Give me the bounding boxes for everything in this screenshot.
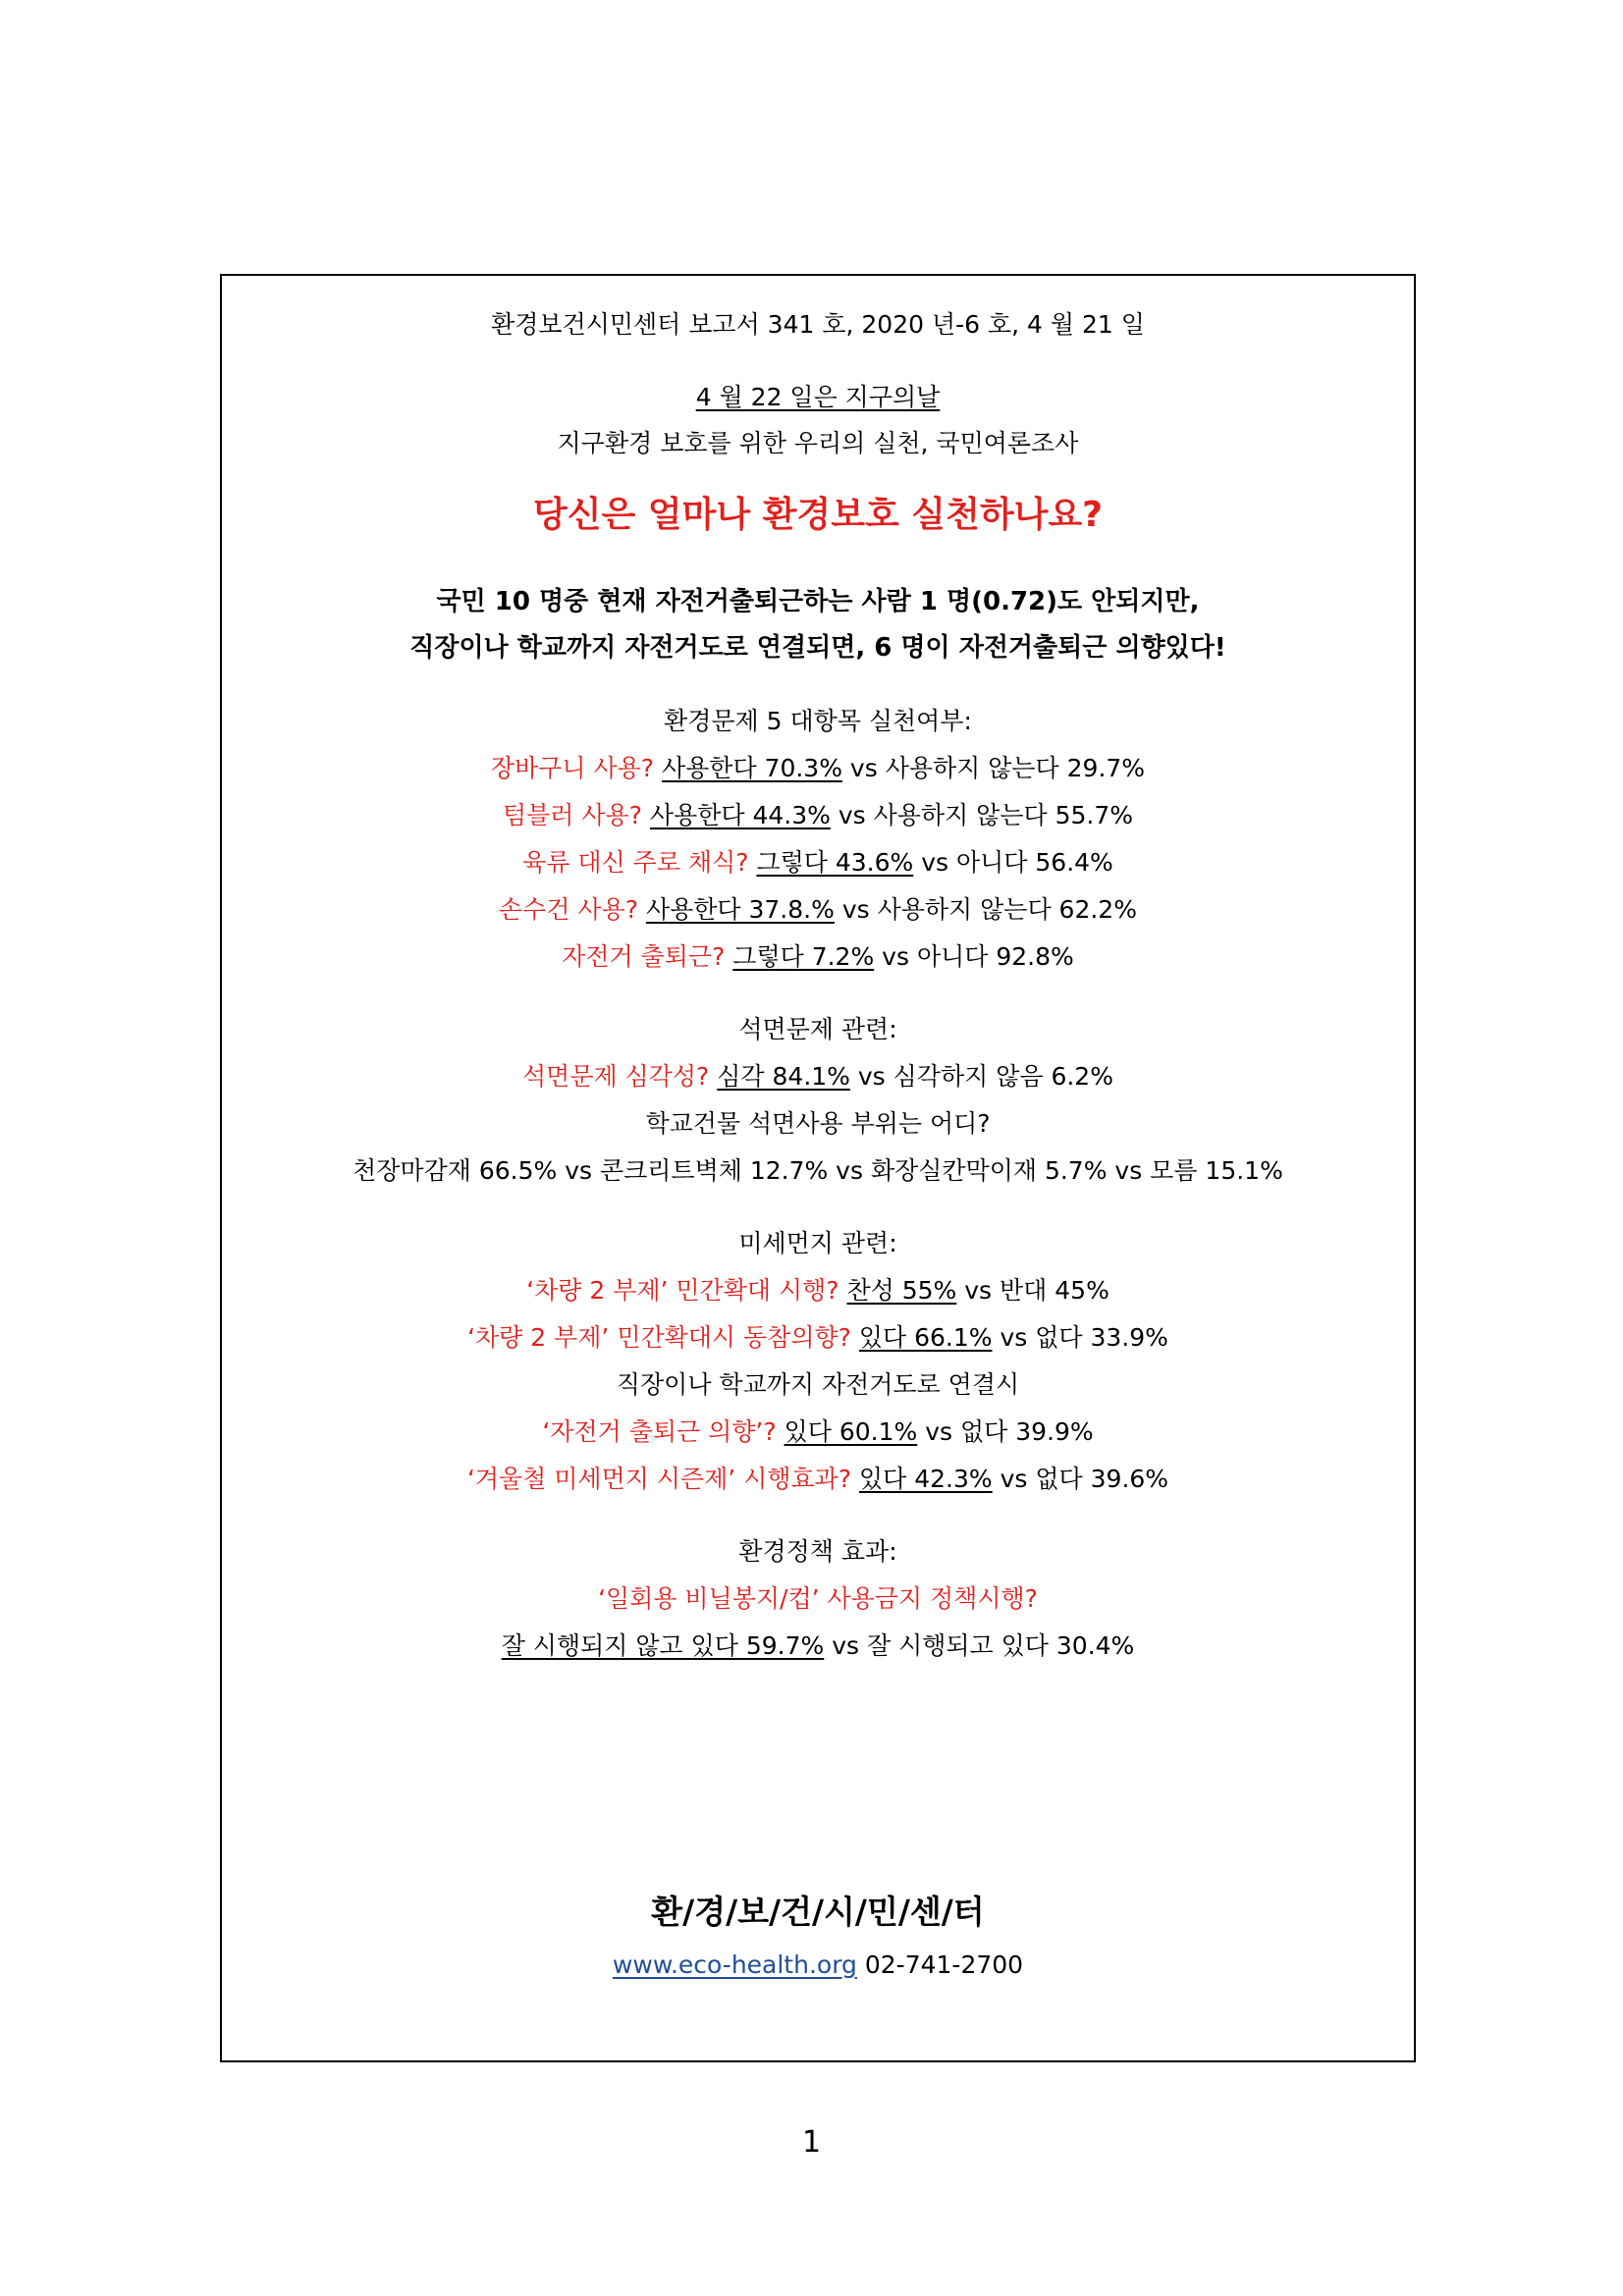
subtitle-earth-day: 4 월 22 일은 지구의날 xyxy=(695,383,941,411)
answer-no: 사용하지 않는다 29.7% xyxy=(885,754,1146,782)
section-heading-practice: 환경문제 5 대항목 실천여부: xyxy=(664,707,972,735)
practice-row xyxy=(222,894,1414,926)
question: ‘차량 2 부제’ 민간확대 시행? xyxy=(526,1276,839,1305)
answer-no: 사용하지 않는다 55.7% xyxy=(873,801,1133,829)
subtitle-survey: 지구환경 보호를 위한 우리의 실천, 국민여론조사 xyxy=(557,429,1079,457)
answer-yes: 사용한다 37.8.% xyxy=(645,895,835,924)
answer-no: 사용하지 않는다 62.2% xyxy=(877,895,1137,924)
dust-row xyxy=(222,1322,1414,1354)
website-link[interactable]: www.eco-health.org xyxy=(612,1950,857,1979)
answer-yes: 심각 84.1% xyxy=(717,1062,850,1091)
answer-yes: 찬성 55% xyxy=(846,1276,957,1305)
answer-yes: 그렇다 43.6% xyxy=(756,848,914,877)
headline: 당신은 얼마나 환경보호 실천하나요? xyxy=(532,495,1104,535)
question: 장바구니 사용? xyxy=(490,754,655,782)
answer-rest: vs 반대 45% xyxy=(964,1276,1109,1305)
question: 자전거 출퇴근? xyxy=(562,942,726,971)
answer-yes: 있다 60.1% xyxy=(784,1417,918,1446)
policy-question: ‘일회용 비닐봉지/컵’ 사용금지 정책시행? xyxy=(598,1584,1038,1613)
question: 석면문제 심각성? xyxy=(522,1062,710,1091)
question: 육류 대신 주로 채식? xyxy=(522,848,749,877)
answer-rest: vs 잘 시행되고 있다 30.4% xyxy=(832,1631,1135,1660)
page-number: 1 xyxy=(801,2125,822,2160)
vs: vs xyxy=(921,848,949,877)
vs: vs xyxy=(841,895,870,924)
report-frame xyxy=(220,274,1416,2062)
answer-yes: 잘 시행되지 않고 있다 59.7% xyxy=(501,1631,825,1660)
lead-line-2: 직장이나 학교까지 자전거도로 연결되면, 6 명이 자전거출퇴근 의향있다! xyxy=(409,633,1226,663)
answer-no: 아니다 56.4% xyxy=(956,848,1113,877)
section-heading-dust: 미세먼지 관련: xyxy=(738,1229,897,1257)
question: ‘자전거 출퇴근 의향’? xyxy=(542,1417,777,1446)
section-heading-asbestos: 석면문제 관련: xyxy=(738,1015,897,1043)
answer-rest: vs 심각하지 않음 6.2% xyxy=(857,1062,1113,1091)
answer-yes: 있다 42.3% xyxy=(859,1465,993,1493)
dust-row xyxy=(222,1464,1414,1495)
answer-no: 아니다 92.8% xyxy=(916,942,1074,971)
practice-row xyxy=(222,753,1414,784)
section-heading-policy: 환경정책 효과: xyxy=(738,1537,897,1566)
answer-rest: vs 없다 39.9% xyxy=(925,1417,1094,1446)
lead-line-1: 국민 10 명중 현재 자전거출퇴근하는 사람 1 명(0.72)도 안되지만, xyxy=(436,587,1200,616)
asbestos-answers: 천장마감재 66.5% vs 콘크리트벽체 12.7% vs 화장실칸막이재 5.7% vs 모름 15.1% xyxy=(352,1156,1283,1185)
question: 텀블러 사용? xyxy=(503,801,642,829)
question: ‘겨울철 미세먼지 시즌제’ 시행효과? xyxy=(466,1465,852,1493)
answer-rest: vs 없다 33.9% xyxy=(1000,1323,1168,1352)
contact-line xyxy=(222,1949,1414,1981)
report-header: 환경보건시민센터 보고서 341 호, 2020 년-6 호, 4 월 21 일 xyxy=(491,310,1145,339)
dust-note: 직장이나 학교까지 자전거도로 연결시 xyxy=(616,1370,1020,1399)
answer-yes: 그렇다 7.2% xyxy=(732,942,875,971)
asbestos-question: 학교건물 석면사용 부위는 어디? xyxy=(645,1109,991,1138)
vs: vs xyxy=(882,942,909,971)
practice-row xyxy=(222,941,1414,973)
org-name: 환/경/보/건/시/민/센/터 xyxy=(651,1893,985,1931)
vs: vs xyxy=(838,801,866,829)
question: ‘차량 2 부제’ 민간확대시 동참의향? xyxy=(467,1323,851,1352)
answer-yes: 사용한다 44.3% xyxy=(649,801,831,829)
policy-row xyxy=(222,1630,1414,1662)
dust-row xyxy=(222,1416,1414,1448)
answer-yes: 있다 66.1% xyxy=(858,1323,993,1352)
answer-yes: 사용한다 70.3% xyxy=(662,754,842,782)
phone-number: 02-741-2700 xyxy=(864,1950,1024,1979)
dust-row xyxy=(222,1275,1414,1307)
vs: vs xyxy=(849,754,878,782)
answer-rest: vs 없다 39.6% xyxy=(1000,1465,1169,1493)
asbestos-row xyxy=(222,1061,1414,1093)
practice-row xyxy=(222,800,1414,831)
practice-row xyxy=(222,847,1414,879)
question: 손수건 사용? xyxy=(499,895,638,924)
